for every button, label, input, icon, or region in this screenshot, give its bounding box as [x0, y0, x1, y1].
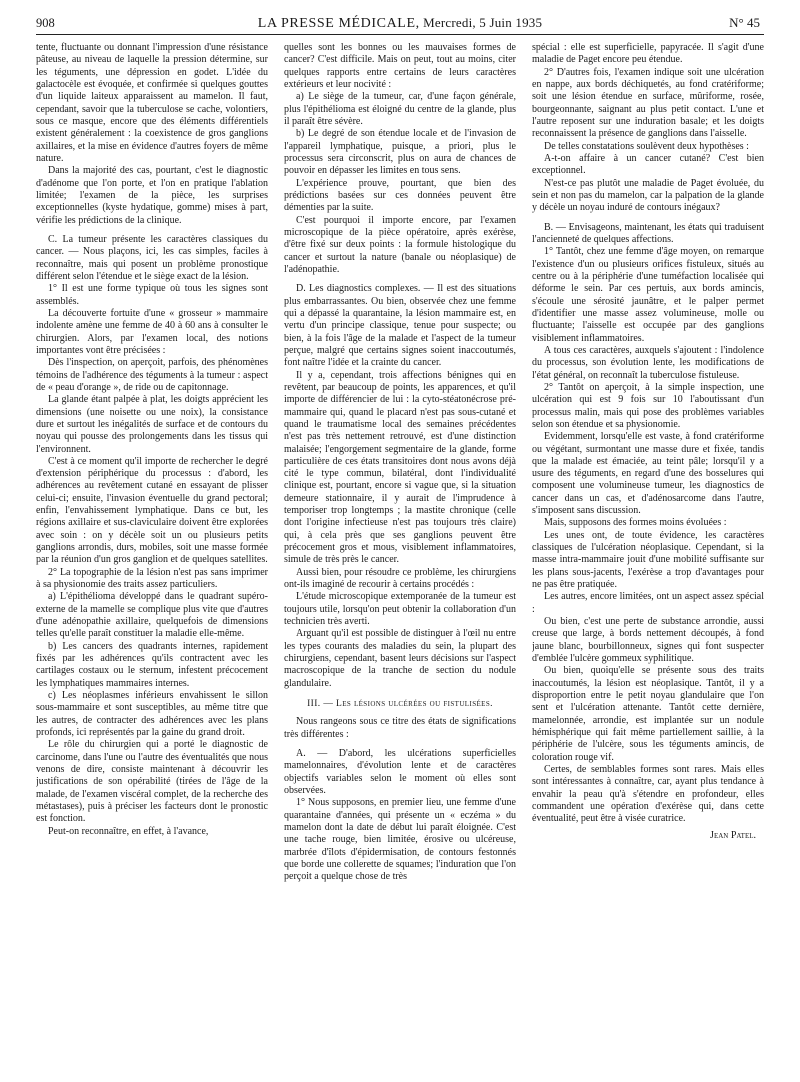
paragraph: Aussi bien, pour résoudre ce problème, les chirurgiens ont-ils imaginé de recourir à certains procédés :	[284, 566, 516, 591]
paragraph: A. — D'abord, les ulcérations superficielles mamelonnaires, d'évolution lente et de caractères objectifs variables selon le moment où elles sont observées.	[284, 748, 516, 797]
paragraph: N'est-ce pas plutôt une maladie de Paget évoluée, du sein et non pas du mamelon, car la palpation de la glande y décèle un noyau induré de contours inégaux?	[532, 177, 764, 214]
page-header	[36, 12, 764, 34]
paragraph: C'est pourquoi il importe encore, par l'examen microscopique de la pièce opératoire, après exérèse, d'être fixé sur deux points : la formule histologique du cancer et surtout la nature (banale ou néoplasique) de l'adénopathie.	[284, 214, 516, 275]
paragraph: Les autres, encore limitées, ont un aspect assez spécial :	[532, 591, 764, 615]
paragraph: La découverte fortuite d'une « grosseur » mammaire indolente amène une femme de 40 à 60 ans à consulter le chirurgien. Alors, par l'examen local, des notions importantes vont être précisées :	[36, 307, 268, 356]
paragraph: 2° La topographie de la lésion n'est pas sans imprimer à sa physionomie des traits assez particuliers.	[36, 566, 268, 591]
paragraph: De telles constatations soulèvent deux hypothèses :	[544, 140, 749, 152]
author-signature: Jean Patel.	[710, 829, 756, 841]
issue-number: N° 45	[729, 15, 760, 30]
paragraph: Il y a, cependant, trois affections bénignes qui en revêtent, par beaucoup de points, les apparences, et qu'il importe de différencier de lui : la cyto-stéatonécrose pré-mammaire qui, quand le placard n'est pas sous-cutané et quand le traumatisme local des semaines précédentes n'est pas très nettement retrouvé, est d'une distinction malaisée; l'engorgement segmentaire de la glande, forme particulière de ces états transitoires dont nous avons déjà cité le type commun, bilatéral, dont l'individualité clinique est, pourtant, encore si vague que, si la situation demeure stationnaire, il y aurait de l'imprudence à temporiser trop longtemps ; la mastite chronique (celle dont l'origine infectieuse n'est pas toujours très claire) qui, à cela près que ses ganglions peuvent être précocement gros et mous, visiblement inflammatoires, simule de très près le cancer.	[284, 369, 516, 566]
paragraph: tente, fluctuante ou donnant l'impression d'une résistance pâteuse, au niveau de laquelle la pression détermine, sur les téguments, une dépression en godet. L'idée du galactocèle est évoquée, et confirmée si quelques gouttes d'un liquide laiteux apparaissent au mamelon. Il faut, cependant, savoir que la tuberculose se cache, volontiers, sous ce masque, encore que des éléments différentiels existent généralement : la coexistence de gros ganglions axillaires, et la mise en évidence d'autres foyers de même nature.	[36, 42, 268, 164]
paragraph: Dans la majorité des cas, pourtant, c'est le diagnostic d'adénome que l'on porte, et l'on en pratique l'ablation limitée; l'examen de la pièce, les surprises exceptionnelles (kyste hydatique, gomme) mises à part, vérifie les prédictions de la clinique.	[36, 165, 268, 226]
paragraph: La glande étant palpée à plat, les doigts apprécient les dimensions (une noisette ou une noix), la consistance dure et surtout les inégalités de surface et de contours du noyau qui pousse des prolongements dans les tissus qui l'environnent.	[36, 394, 268, 455]
paragraph: 1° Nous supposons, en premier lieu, une femme d'une quarantaine d'années, qui présente un « eczéma » du mamelon dont la date de début lui paraît éloignée. C'est une tache rouge, bien limitée, érosive ou ulcéreuse, marbrée d'îlots d'épidermisation, de contours festonnés que borde une collerette de squames; l'induration que l'on perçoit a quelque chose de très	[284, 797, 516, 883]
paragraph: 1° Il est une forme typique où tous les signes sont assemblés.	[36, 283, 268, 307]
section-c-heading-paragraph: C. La tumeur présente les caractères classiques du cancer. — Nous plaçons, ici, les cas simples, faciles à reconnaître, mais qui posent un problème pronostique différent selon l'étendue et le siège exact de la lésion.	[36, 233, 268, 282]
paragraph: 1° Tantôt, chez une femme d'âge moyen, on remarque l'existence d'un ou plusieurs orifices fistuleux, situés au centre ou à la périphérie d'une tuméfaction localisée qui déforme le sein. Par ces pertuis, aux bords amincis, s'écoule une sérosité jaunâtre, et le palper permet d'identifier une masse assez volumineuse, molle ou fluctuante; l'aisselle est occupée par des ganglions visiblement inflammatoires.	[532, 246, 764, 344]
journal-name: LA PRESSE MÉDICALE,	[257, 16, 420, 31]
paragraph: a) L'épithélioma développé dans le quadrant supéro-externe de la mamelle se complique plus vite que d'autres d'une adénopathie axillaire, quelquefois de dimensions telles qu'elle paraît constituer la maladie elle-même.	[36, 591, 268, 640]
paragraph: Les unes ont, de toute évidence, les caractères classiques de l'ulcération néoplasique. Cependant, si la masse intra-mammaire jouit d'une mobilité suffisante sur les plans sous-jacents, l'exérèse a trop d'avantages pour ne pas être pratiquée.	[532, 529, 764, 591]
paragraph: A-t-on affaire à un cancer cutané? C'est bien exceptionnel.	[532, 152, 764, 177]
paragraph: c) Les néoplasmes inférieurs envahissent le sillon sous-mammaire et sont susceptibles, au même titre que les autres, de contracter des adhérences avec les plans profonds, ici représentés par la gaine du grand droit.	[36, 690, 268, 739]
journal-title	[36, 12, 764, 35]
column-1	[36, 42, 268, 1062]
paragraph: L'expérience prouve, pourtant, que bien des prédictions basées sur ces données peuvent être démenties par la suite.	[284, 177, 516, 214]
column-3	[532, 42, 764, 1062]
paragraph: Evidemment, lorsqu'elle est vaste, à fond cratériforme ou végétant, surmontant une masse dure et fixée, tandis que la malade est émaciée, au teint pâle; lorsqu'il y a usure des téguments, en regard d'une des bosselures qui composent une volumineuse tumeur, les diagnostics de cancer dans un cas, et d'adénosarcome dans l'autre, s'imposent sans discussion.	[532, 431, 764, 517]
paragraph: Le rôle du chirurgien qui a porté le diagnostic de carcinome, dans l'une ou l'autre des éventualités que nous venons de dire, consiste maintenant à découvrir les justifications de son opérabilité (tirées de l'âge de la malade, de l'examen viscéral complet, de la recherche des métastases), puis à préciser les facteurs dont le pronostic est fonction.	[36, 739, 268, 825]
paragraph: spécial : elle est superficielle, papyracée. Il s'agit d'une maladie de Paget encore peu étendue.	[532, 42, 764, 66]
paragraph: b) Le degré de son étendue locale et de l'invasion de l'appareil lymphatique, puisque, a priori, plus le processus sera circonscrit, plus on aura de chances de pouvoir en dépasser les limites en tous sens.	[284, 128, 516, 177]
paragraph: Ou bien, c'est une perte de substance arrondie, aussi creuse que large, à bords nettement découpés, à fond jaune blanc, bourbillonneux, signes qui font suspecter d'emblée l'ulcère gommeux syphilitique.	[532, 616, 764, 665]
paragraph: A tous ces caractères, auxquels s'ajoutent : l'indolence du processus, son évolution lente, les modifications de l'état général, on reconnaît la tuberculose fistuleuse.	[532, 344, 764, 381]
paragraph: 2° D'autres fois, l'examen indique soit une ulcération en nappe, aux bords déchiquetés, au fond cratériforme; soit une lésion étendue en surface, mûriforme, rosée, bourgeonnante, saignant au plus petit contact. L'une et l'autre reposent sur une induration basale; et les doigts reconnaissent la présence de ganglions dans l'aisselle.	[532, 66, 764, 140]
paragraph: a) Le siège de la tumeur, car, d'une façon générale, plus l'épithélioma est éloigné du centre de la glande, plus il paraît être sévère.	[284, 91, 516, 127]
paragraph: b) Les cancers des quadrants internes, rapidement fixés par les adhérences qu'ils contractent avec les cartilages costaux ou le sternum, infestent précocement les lymphatiques mammaires internes.	[36, 640, 268, 689]
section-iii-heading: III. — Les lésions ulcérées ou fistulisées.	[307, 699, 493, 710]
paragraph: L'étude microscopique extemporanée de la tumeur est toujours utile, lorsqu'on peut obtenir la collaboration d'un technicien très averti.	[284, 591, 516, 628]
paragraph: Certes, de semblables formes sont rares. Mais elles sont intéressantes à connaître, car, ayant plus tendance à envahir la peau qu'à s'étendre en profondeur, elles commandent une opération d'exérèse qui, dans cette éventualité, peut être à visée curatrice.	[532, 764, 764, 825]
paragraph: Nous rangeons sous ce titre des états de significations très différentes :	[284, 716, 516, 740]
paragraph: Peut-on reconnaître, en effet, à l'avance,	[48, 825, 209, 837]
page-number: 908	[36, 16, 55, 30]
section-b-paragraph: B. — Envisageons, maintenant, les états qui traduisent l'ancienneté de quelques affections.	[532, 221, 764, 245]
paragraph: C'est à ce moment qu'il importe de rechercher le degré d'extension périphérique du processus : d'abord, les adhérences au revêtement cutané en essayant de plisser celui-ci; ensuite, l'invasion éventuelle du grand pectoral; enfin, l'envahissement lymphatique. Dans ce but, les régions axillaire et sus-claviculaire doivent être explorées avec soin : on y décèle soit un ou plusieurs petits ganglions arrondis, durs, mobiles, soit une masse formée par la réunion d'un gros ganglion et de quelques satellites.	[36, 455, 268, 566]
paragraph: Dès l'inspection, on aperçoit, parfois, des phénomènes témoins de l'adhérence des téguments à la tumeur : aspect de « peau d'orange », de ride ou de capitonnage.	[36, 357, 268, 393]
paragraph: 2° Tantôt on aperçoit, à la simple inspection, une ulcération qui est 9 fois sur 10 l'aboutissant d'un processus malin, mais qui pose des problèmes variables selon son étendue et sa physionomie.	[532, 381, 764, 430]
column-2	[284, 42, 516, 1062]
header-rule	[36, 34, 764, 35]
section-d-heading-paragraph: D. Les diagnostics complexes. — Il est des situations plus embarrassantes. Ou bien, observée chez une femme qui a dépassé la quarantaine, la lésion mammaire est, en vertu d'un principe classique, tenue pour suspecte; ou bien, à la fois l'âge de la malade et l'aspect de la tumeur perçue, malgré que certains signes soient inaccoutumés, font naître l'idée et la crainte du cancer.	[284, 283, 516, 369]
issue-date: Mercredi, 5 Juin 1935	[423, 15, 543, 30]
paragraph: Ou bien, quoiqu'elle se présente sous des traits inaccoutumés, la lésion est néoplasique. Tantôt, il y a disproportion entre le petit noyau glandulaire que l'on sent et l'ulcération attenante. Tantôt cette dernière, mamelonnée, arrondie, est implantée sur un nodule hémisphérique qui fait même partiellement saillie, à la périphérie de l'ulcère, sous les téguments amincis, de coloration rouge vif.	[532, 665, 764, 763]
paragraph: Mais, supposons des formes moins évoluées :	[544, 517, 727, 529]
paragraph: Arguant qu'il est possible de distinguer à l'œil nu entre les types courants des maladies du sein, la plupart des chirurgiens, cependant, basent leurs décisions sur l'aspect macroscopique de la tranche de section du nodule glandulaire.	[284, 628, 516, 689]
paragraph: quelles sont les bonnes ou les mauvaises formes de cancer? C'est difficile. Mais on peut, tout au moins, citer quelques rapports entre certains de leurs caractères extérieurs et leur nocivité :	[284, 42, 516, 90]
